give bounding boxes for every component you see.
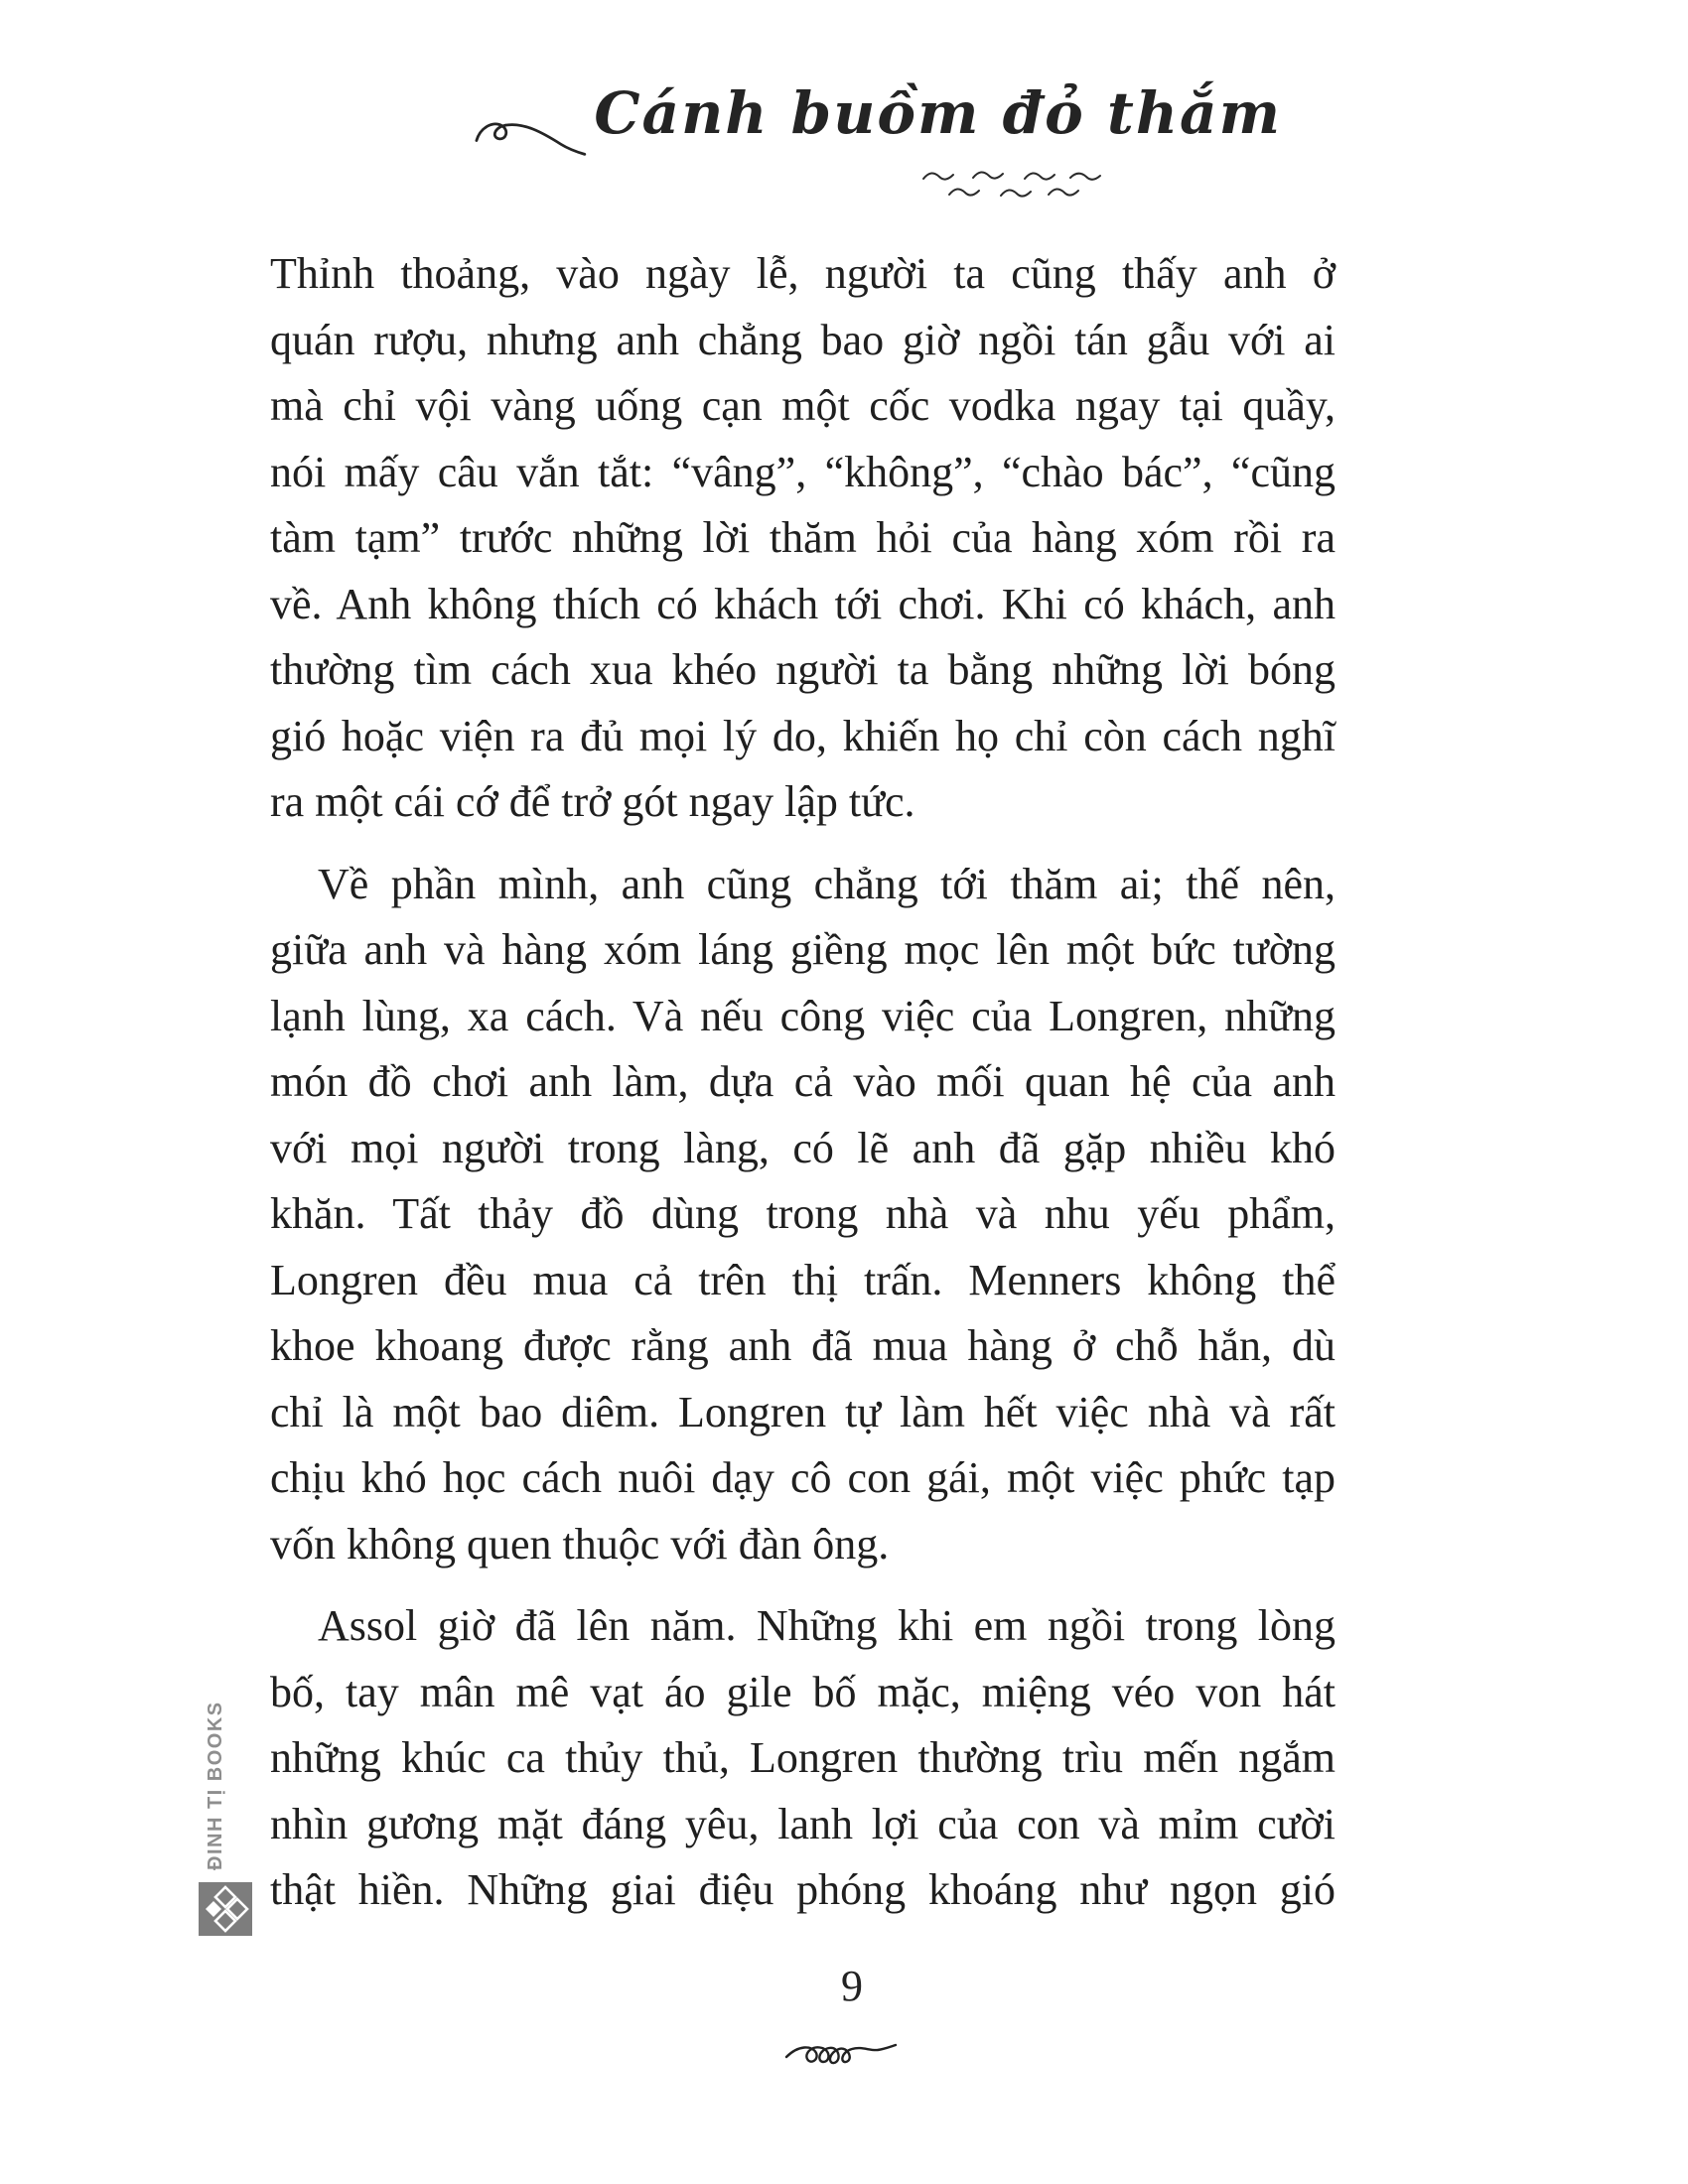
waves-icon <box>921 169 1115 209</box>
text-line: với mọi người trong làng, có lẽ anh đã gặp nhiều khó <box>270 1123 1336 1172</box>
loop-flourish-icon <box>782 2033 931 2078</box>
diamond-logo-icon <box>199 1882 252 1936</box>
text-line: mà chỉ vội vàng uống cạn một cốc vodka ngay tại quầy, <box>270 381 1336 430</box>
page-header <box>471 79 1282 170</box>
text-line: tàm tạm” trước những lời thăm hỏi của hàng xóm rồi ra <box>270 513 1336 562</box>
text-line: những khúc ca thủy thủ, Longren thường trìu mến ngắm <box>270 1733 1336 1782</box>
text-line: nhìn gương mặt đáng yêu, lanh lợi của con và mỉm cười <box>270 1799 1336 1848</box>
publisher-brand: ĐINH TỊ BOOKS <box>205 1701 226 1870</box>
paragraph <box>270 1593 1336 1924</box>
text-line: khoe khoang được rằng anh đã mua hàng ở chỗ hắn, dù <box>270 1321 1336 1370</box>
text-line: vốn không quen thuộc với đàn ông. <box>270 1519 890 1569</box>
text-line: Về phần mình, anh cũng chẳng tới thăm ai; thế nên, <box>318 859 1336 908</box>
text-line: ra một cái cớ để trở gót ngay lập tức. <box>270 777 915 826</box>
text-line: bố, tay mân mê vạt áo gile bố mặc, miệng véo von hát <box>270 1667 1336 1716</box>
text-line: Longren đều mua cả trên thị trấn. Menners không thể <box>270 1255 1336 1304</box>
text-line: món đồ chơi anh làm, dựa cả vào mối quan hệ của anh <box>270 1057 1336 1106</box>
text-line: nói mấy câu vắn tắt: “vâng”, “không”, “chào bác”, “cũng <box>270 447 1336 496</box>
text-line: thật hiền. Những giai điệu phóng khoáng như ngọn gió <box>270 1865 1336 1914</box>
body-text <box>270 241 1336 1924</box>
paragraph <box>270 852 1336 1578</box>
page-number: 9 <box>841 1962 863 2010</box>
text-line: thường tìm cách xua khéo người ta bằng những lời bóng <box>270 645 1336 694</box>
text-line: gió hoặc viện ra đủ mọi lý do, khiến họ chỉ còn cách nghĩ <box>270 711 1336 760</box>
paragraph <box>270 241 1336 836</box>
text-line: Assol giờ đã lên năm. Những khi em ngồi trong lòng <box>318 1601 1336 1650</box>
text-line: về. Anh không thích có khách tới chơi. Khi có khách, anh <box>270 579 1336 628</box>
text-line: Thỉnh thoảng, vào ngày lễ, người ta cũng thấy anh ở <box>270 249 1336 298</box>
running-title: Cánh buồm đỏ thắm <box>594 79 1282 147</box>
text-line: chỉ là một bao diêm. Longren tự làm hết việc nhà và rất <box>270 1387 1336 1436</box>
text-line: quán rượu, nhưng anh chẳng bao giờ ngồi tán gẫu với ai <box>270 315 1336 364</box>
text-line: lạnh lùng, xa cách. Và nếu công việc của Longren, những <box>270 991 1336 1040</box>
text-line: khăn. Tất thảy đồ dùng trong nhà và nhu yếu phẩm, <box>270 1189 1336 1238</box>
swash-flourish-icon <box>471 105 590 170</box>
text-line: giữa anh và hàng xóm láng giềng mọc lên một bức tường <box>270 925 1336 974</box>
text-line: chịu khó học cách nuôi dạy cô con gái, một việc phức tạp <box>270 1453 1336 1502</box>
